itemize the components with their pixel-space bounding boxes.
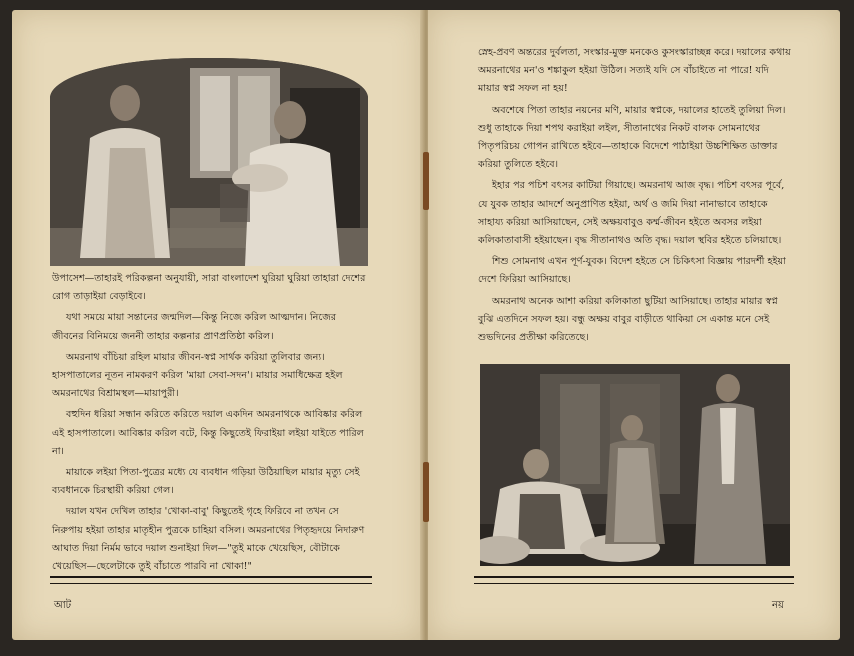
paragraph: অমরনাথ অনেক আশা করিয়া কলিকাতা ছুটিয়া আসিয়াছে। তাহার মায়ার স্বপ্ন বুঝি এতদিনে সফল হয়। বন্ধু অক্ষয় বাবুর বাড়ীতে থাকিয়া সে একান্ত মনে সেই শুভদিনের প্রতীক্ষা করিতেছে। (478, 295, 778, 344)
paragraph: বহুদিন ধরিয়া সন্ধান করিতে করিতে দয়াল একদিন অমরনাথকে আবিষ্কার করিল এই হাসপাতালে। আবিষ্কার করিল বটে, কিন্তু কিছুতেই ফিরাইয়া লইয়া যাইতে পারিল না। (52, 409, 364, 457)
paragraph: দয়াল যখন দেখিল তাহার 'খোকা-বাবু' কিছুতেই গৃহে ফিরিবে না তখন সে নিরুপায় হইয়া তাহার মাতৃহীন পুত্রকে চাহিয়া বসিল। অমরনাথের পিতৃহৃদয়ে নিদারুণ আঘাত দিয়া নির্মম ভাবে দয়াল শুনাইয়া দিল—"তুই মাকে খেয়েছিস, বৌটাকে খেয়েছিস—ছেলেটাকে তুই বাঁচাতে পারবি না খোকা!" (52, 506, 365, 573)
paragraph: অবশেষে পিতা তাহার নয়নের মণি, মায়ার স্বপ্নকে, দয়ালের হাতেই তুলিয়া দিল। শুধু তাহাকে দিয়া শপথ করাইয়া লইল, সীতানাথের নিকট বালক সোমনাথের পিতৃপরিচয় গোপন রাখিতে হইবে—তাহাকে বিদেশে পাঠাইয়া উচ্চশিক্ষিত ডাক্তার করিয়া তুলিতে হইবে। (478, 104, 786, 171)
paragraph: মায়াকে লইয়া পিতা-পুত্রের মধ্যে যে ব্যবধান গড়িয়া উঠিয়াছিল মায়ার মৃত্যু সেই ব্যবধানকে চিরস্থায়ী করিয়া গেল। (52, 467, 360, 497)
paragraph: অমরনাথ বাঁচিয়া রহিল মায়ার জীবন-স্বপ্ন সার্থক করিয়া তুলিবার জন্য। হাসপাতালের নূতন নামকরণ করিল 'মায়া সেবা-সদন'। মায়ার সমাধিক্ষেত্র হইল অমরনাথের বিশ্রামস্থল—মায়াপুরী। (52, 351, 343, 400)
film-still-photo-right (480, 364, 790, 566)
right-page-body-text (478, 44, 792, 350)
paragraph: উপাসেশ—তাহারই পরিকল্পনা অনুযায়ী, সারা বাংলাদেশ ঘুরিয়া ঘুরিয়া তাহারা দেশের রোগ তাড়াইয়া বেড়াইবে। (52, 273, 366, 303)
footer-rule-right (474, 576, 794, 584)
staple-top (423, 152, 429, 210)
paragraph: শিশু সোমনাথ এখন পূর্ণ-যুবক। বিদেশ হইতে সে চিকিৎসা বিজ্ঞায় পারদর্শী হইয়া দেশে ফিরিয়া আসিয়াছে। (478, 256, 786, 286)
left-page-body-text (52, 270, 368, 579)
paragraph: ইহার পর পচিশ বৎসর কাটিয়া গিয়াছে। অমরনাথ আজ বৃদ্ধ। পচিশ বৎসর পূর্বে, যে যুবক তাহার আদর্শে অনুপ্রাণিত হইয়া, অর্থ ও জমি দিয়া নানাভাবে তাহাকে সাহায্য করিয়া আসিয়াছেন, সেই অক্ষয়বাবুও কর্ম্ম-জীবন হইতে অবসর লইয়া কলিকাতাবাসী হইয়াছেন। বৃদ্ধ সীতানাথও অতি বৃদ্ধ। দয়াল স্থবির হইতে চলিয়াছে। (478, 180, 785, 247)
page-number-left: আট (54, 600, 72, 611)
page-number-right: নয় (772, 600, 784, 611)
footer-rule-left (50, 576, 372, 584)
paragraph: যথা সময়ে মায়া সন্তানের জন্মদিল—কিন্তু নিজে করিল আত্মদান। নিজের জীবনের বিনিময়ে জননী তাহার কল্পনার প্রাণপ্রতিষ্ঠা করিল। (52, 312, 337, 342)
paragraph: স্নেহ-প্রবণ অন্তরের দুর্বলতা, সংস্কার-মুক্ত মনকেও কুসংস্কারাচ্ছন্ন করে। দয়ালের কথায় অমরনাথের মন'ও শঙ্কাকুল হইয়া উঠিল। সত্যই যদি সে বাঁচাইতে না পারে! যদি মায়ার স্বপ্ন সফল না হয়! (478, 47, 791, 95)
staple-bottom (423, 462, 429, 522)
film-still-photo-left (50, 58, 368, 266)
